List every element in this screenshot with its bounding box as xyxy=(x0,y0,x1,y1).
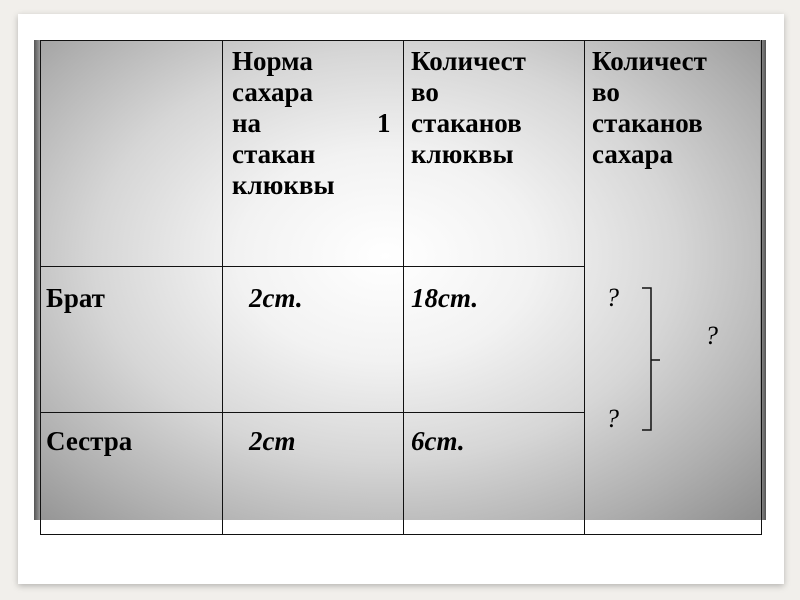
row-label-sister: Сестра xyxy=(46,426,133,456)
grid-line-right xyxy=(761,40,762,535)
total-answer-unknown: ? xyxy=(705,321,718,350)
sister-glasses-value: 6ст. xyxy=(411,426,465,456)
brother-answer-unknown: ? xyxy=(606,283,619,312)
header-sugar-line-1: Количест xyxy=(592,46,707,76)
header-norm-line-5: клюквы xyxy=(232,170,335,200)
header-norm-line-2: сахара xyxy=(232,77,313,107)
curly-bracket-icon xyxy=(640,282,664,438)
grid-line-left xyxy=(40,40,41,535)
header-norm-line-3b: 1 xyxy=(377,108,391,138)
header-norm-line-4: стакан xyxy=(232,139,316,169)
brother-glasses-value: 18ст. xyxy=(411,283,479,313)
header-glasses-line-4: клюквы xyxy=(411,139,514,169)
brother-norm-value: 2ст. xyxy=(249,283,303,313)
grid-line-col3 xyxy=(584,40,585,535)
grid-line-col2 xyxy=(403,40,404,535)
header-glasses-line-2: во xyxy=(411,77,439,107)
grid-line-row-divider xyxy=(40,412,584,413)
grid-line-bottom xyxy=(40,534,762,535)
sister-answer-unknown: ? xyxy=(606,404,619,433)
grid-line-header-bottom xyxy=(40,266,584,267)
header-sugar-line-3: стаканов xyxy=(592,108,703,138)
grid-line-top xyxy=(40,40,760,41)
header-norm-line-1: Норма xyxy=(232,46,313,76)
header-sugar-line-2: во xyxy=(592,77,620,107)
header-glasses-line-3: стаканов xyxy=(411,108,522,138)
sister-norm-value: 2ст xyxy=(249,426,296,456)
header-glasses-line-1: Количест xyxy=(411,46,526,76)
row-label-brother: Брат xyxy=(46,283,105,313)
grid-line-col1 xyxy=(222,40,223,535)
header-sugar-line-4: сахара xyxy=(592,139,673,169)
header-norm-line-3a: на xyxy=(232,108,262,138)
